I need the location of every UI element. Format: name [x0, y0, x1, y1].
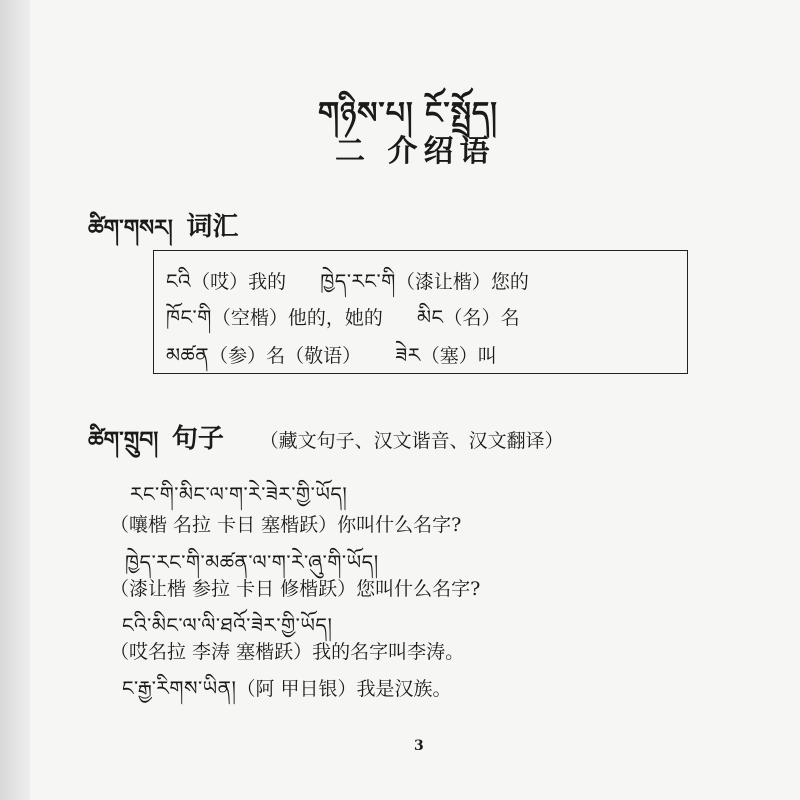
vocab-meaning: 我的 [248, 271, 287, 293]
page-number: 3 [414, 738, 424, 754]
vocab-meaning: 您的 [490, 271, 529, 293]
vocab-pronunciation: （哎） [191, 271, 249, 293]
vocab-meaning: 名（敬语） [266, 345, 362, 367]
lesson-title-chinese: 二 介绍语 [335, 134, 496, 169]
sentences-heading-tibetan: ཚིག་གྲུབ། [88, 427, 159, 453]
sentence-translation: （哎名拉 李涛 塞楷跃）我的名字叫李涛。 [110, 641, 465, 663]
sentences-heading-chinese: 句子 [171, 424, 224, 454]
sentence-translation: （嚷楷 名拉 卡日 塞楷跃）你叫什么名字? [110, 514, 462, 536]
vocabulary-box [153, 250, 688, 374]
vocab-pronunciation: （空楷） [211, 307, 288, 329]
vocab-tibetan: མིང [416, 305, 444, 329]
vocab-pronunciation: （名） [443, 307, 501, 329]
vocab-meaning: 叫 [477, 345, 497, 367]
sentence-row [122, 666, 452, 722]
vocab-tibetan: ཁོང་གི [166, 305, 212, 329]
sentence-tibetan: རང་གི་མིང་ལ་ག་རེ་ཟེར་གྱི་ཡོད། [130, 482, 348, 506]
vocab-tibetan: ངའི [166, 269, 192, 293]
sentence-tibetan: ང་རྒྱ་རིགས་ཡིན། [122, 676, 237, 700]
vocabulary-row [166, 333, 497, 389]
sentence-tibetan: ཁྱེད་རང་གི་མཚན་ལ་ག་རེ་ཞུ་གི་ཡོད། [125, 550, 379, 574]
sentences-heading [88, 415, 564, 477]
vocabulary-heading-chinese: 词汇 [186, 212, 239, 242]
lesson-title-tibetan: གཉིས་པ། ངོ་སྤྲོད། [318, 96, 498, 131]
vocab-pronunciation: （参） [209, 345, 267, 367]
sentences-note: （藏文句子、汉文谐音、汉文翻译） [259, 430, 564, 452]
vocabulary-heading-tibetan: ཚིག་གསར། [88, 215, 173, 241]
sentence-translation: （漆让楷 参拉 卡日 修楷跃）您叫什么名字? [110, 578, 481, 600]
sentence-tibetan: ངའི་མིང་ལ་ལི་ཐའོ་ཟེར་གྱི་ཡོད། [122, 613, 333, 637]
vocab-pronunciation: （漆让楷） [395, 271, 491, 293]
vocab-meaning: 他的，她的 [287, 307, 383, 329]
sentence-translation: （阿 甲日银）我是汉族。 [236, 678, 452, 700]
vocab-tibetan: ཁྱེད་རང་གི [320, 269, 396, 293]
vocab-pronunciation: （塞） [420, 345, 478, 367]
vocab-tibetan: ཟེར [395, 343, 421, 367]
vocab-meaning: 名 [500, 307, 520, 329]
page-gutter-shadow [0, 0, 30, 800]
vocab-tibetan: མཚན [166, 343, 210, 367]
